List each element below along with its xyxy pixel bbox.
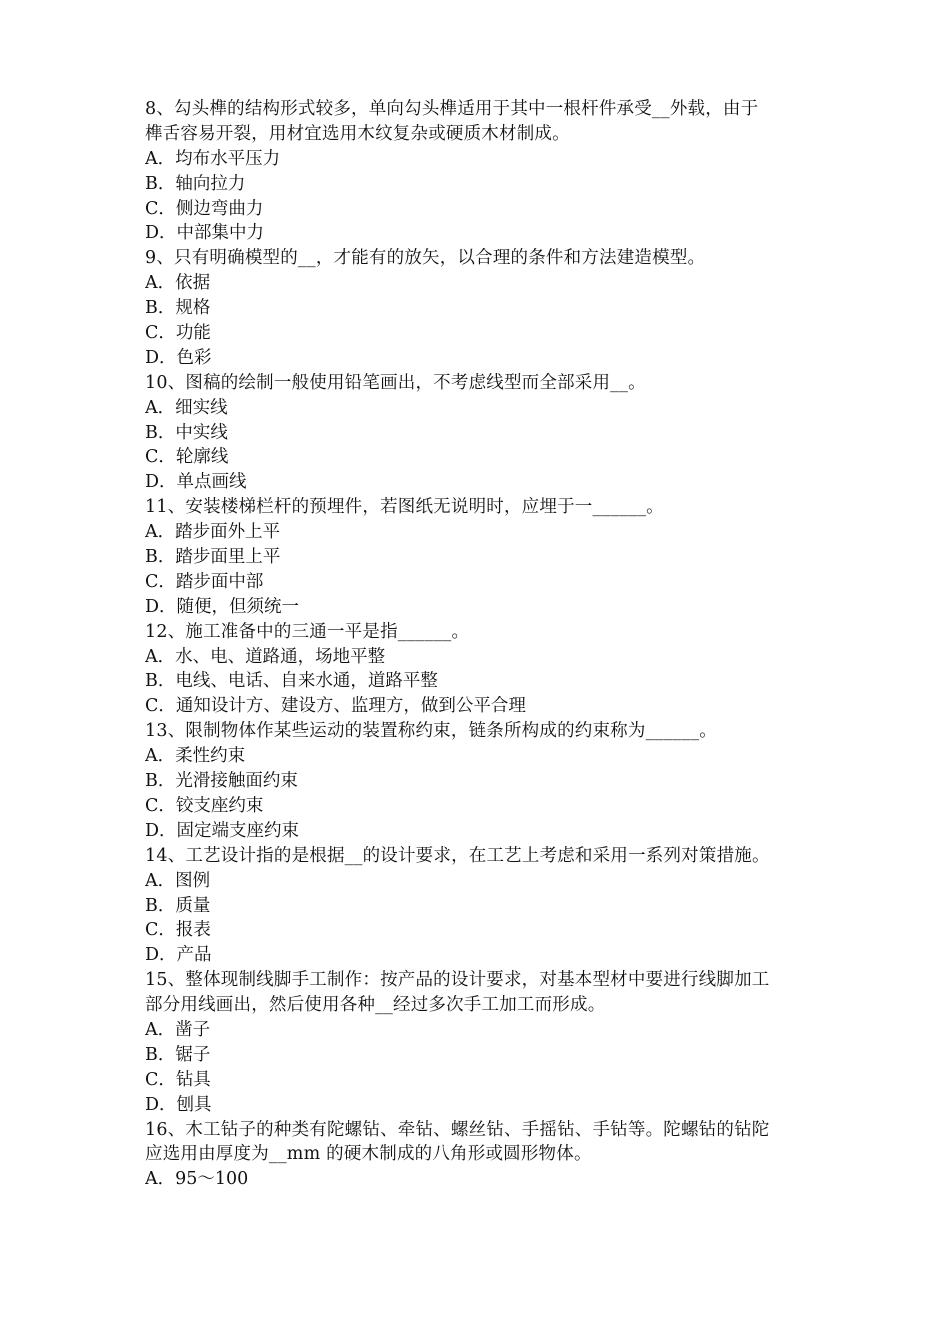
question-block: [145, 1118, 817, 1193]
answer-option: D．色彩: [145, 347, 212, 368]
answer-option: C．钻具: [145, 1069, 211, 1090]
answer-option: C．报表: [145, 920, 211, 941]
answer-option: C．功能: [145, 323, 211, 344]
question-block: [145, 371, 817, 495]
answer-option: D．固定端支座约束: [145, 820, 300, 841]
answer-option: A．凿子: [145, 1019, 211, 1040]
answer-option: D．随便，但须统一: [145, 596, 300, 617]
answer-option: A．柔性约束: [145, 746, 246, 767]
answer-option: A．水、电、道路通，场地平整: [145, 646, 386, 667]
answer-option: B．质量: [145, 895, 211, 916]
answer-option: D．单点画线: [145, 472, 247, 493]
question-block: [145, 968, 817, 1117]
question-stem: 应选用由厚度为__mm 的硬木制成的八角形或圆形物体。: [145, 1144, 592, 1165]
answer-option: C．踏步面中部: [145, 571, 264, 592]
question-stem: 部分用线画出，然后使用各种__经过多次手工加工而形成。: [145, 995, 606, 1016]
question-block: [145, 246, 817, 370]
answer-option: C．铰支座约束: [145, 795, 264, 816]
answer-option: A．细实线: [145, 397, 228, 418]
question-block: [145, 495, 817, 619]
answer-option: B．光滑接触面约束: [145, 771, 298, 792]
answer-option: A．95～100: [145, 1169, 249, 1190]
question-stem: 8、勾头榫的结构形式较多，单向勾头榫适用于其中一根杆件承受__外载，由于: [145, 99, 759, 119]
question-stem: 12、施工准备中的三通一平是指______。: [145, 621, 470, 642]
question-stem: 16、木工钻子的种类有陀螺钻、牵钻、螺丝钻、手摇钻、手钻等。陀螺钻的钻陀: [145, 1119, 770, 1140]
question-stem: 14、工艺设计指的是根据__的设计要求，在工艺上考虑和采用一系列对策措施。: [145, 845, 770, 866]
question-stem: 9、只有明确模型的__，才能有的放矢，以合理的条件和方法建造模型。: [145, 248, 706, 269]
answer-option: A．均布水平压力: [145, 148, 281, 169]
answer-option: B．锯子: [145, 1044, 211, 1065]
answer-option: C．通知设计方、建设方、监理方，做到公平合理: [145, 696, 526, 717]
answer-option: D．中部集中力: [145, 223, 265, 244]
answer-option: D．刨具: [145, 1094, 212, 1115]
question-block: [145, 719, 817, 843]
question-block: [145, 97, 817, 246]
answer-option: D．产品: [145, 945, 212, 966]
question-stem: 10、图稿的绘制一般使用铅笔画出，不考虑线型而全部采用__。: [145, 372, 646, 393]
question-block: [145, 844, 817, 968]
answer-option: A．图例: [145, 870, 211, 891]
answer-option: A．踏步面外上平: [145, 522, 281, 543]
answer-option: C．轮廓线: [145, 447, 229, 468]
question-list: [145, 97, 817, 1192]
question-stem: 15、整体现制线脚手工制作：按产品的设计要求，对基本型材中要进行线脚加工: [145, 970, 770, 991]
answer-option: B．轴向拉力: [145, 173, 246, 194]
question-stem: 11、安装楼梯栏杆的预埋件，若图纸无说明时，应埋于一______。: [145, 497, 664, 518]
question-stem: 榫舌容易开裂，用材宜选用木纹复杂或硬质木材制成。: [145, 123, 570, 144]
answer-option: A．依据: [145, 273, 211, 294]
question-block: [145, 620, 817, 720]
answer-option: B．电线、电话、自来水通，道路平整: [145, 671, 438, 692]
answer-option: C．侧边弯曲力: [145, 198, 264, 219]
answer-option: B．规格: [145, 298, 211, 319]
answer-option: B．踏步面里上平: [145, 547, 281, 568]
question-stem: 13、限制物体作某些运动的装置称约束，链条所构成的约束称为______。: [145, 721, 717, 742]
answer-option: B．中实线: [145, 422, 228, 443]
